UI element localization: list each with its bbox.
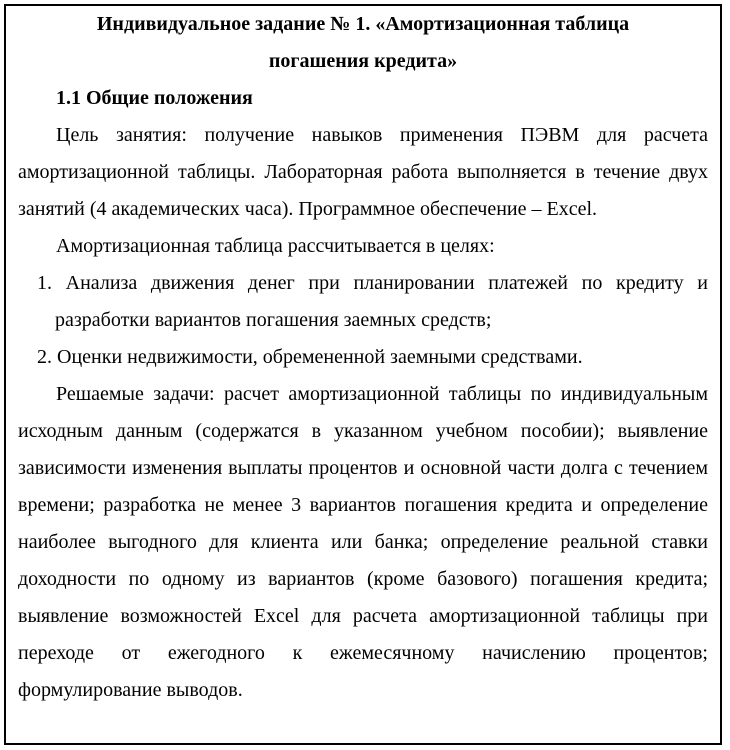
paragraph-goal: Цель занятия: получение навыков применения ПЭВМ для расчета амортизационной таблицы. Лабораторная работа выполняется в течение двух занятий (4 академических часа). Программное обеспечение – Excel. xyxy=(18,124,708,220)
list-item-2: 2. Оценки недвижимости, обремененной заемными средствами. xyxy=(37,346,583,368)
section-heading: 1.1 Общие положения xyxy=(56,87,253,109)
document-title xyxy=(18,6,708,80)
paragraph-tasks: Решаемые задачи: расчет амортизационной таблицы по индивидуальным исходным данным (содержатся в указанном учебном пособии); выявление зависимости изменения выплаты процентов и основной части долга с течением времени; разработка не менее 3 вариантов погашения кредита и определение наиболее выгодного для клиента или банка; определение реальной ставки доходности по одному из вариантов (кроме базового) погашения кредита; выявление возможностей Excel для расчета амортизационной таблицы при переходе от ежегодного к ежемесячному начислению процентов; формулирование выводов. xyxy=(18,383,708,701)
document-title-line-1: Индивидуальное задание № 1. «Амортизационная таблица xyxy=(96,13,630,35)
paragraph-purpose-intro: Амортизационная таблица рассчитывается в целях: xyxy=(56,235,495,257)
list-item-1: 1. Анализа движения денег при планировании платежей по кредиту и разработки вариантов погашения заемных средств; xyxy=(37,272,708,331)
document-title-line-2: погашения кредита» xyxy=(268,50,458,72)
document-page xyxy=(4,4,722,745)
